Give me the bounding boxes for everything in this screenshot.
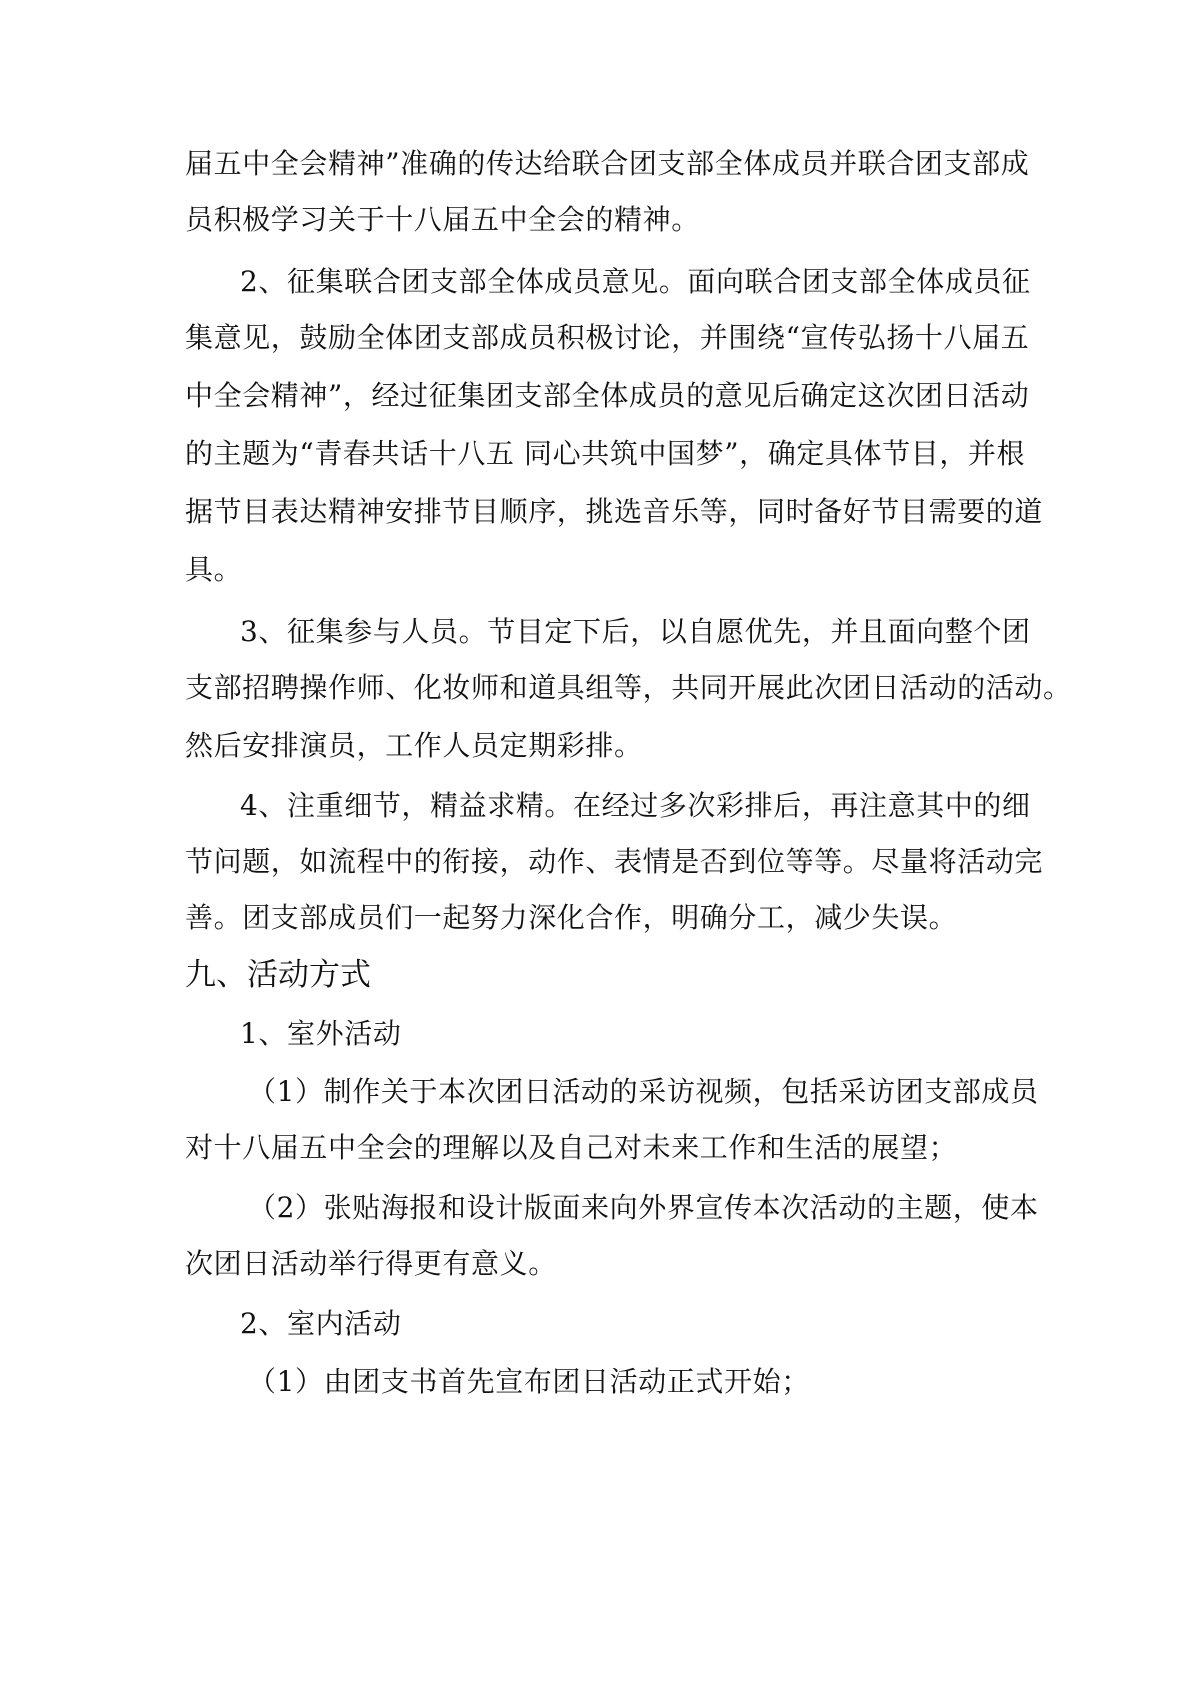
paragraph-line: 届五中全会精神”准确的传达给联合团支部全体成员并联合团支部成 (185, 147, 1030, 180)
paragraph-line: 4、注重细节，精益求精。在经过多次彩排后，再注意其中的细 (240, 789, 1031, 822)
paragraph-line: 次团日活动举行得更有意义。 (185, 1247, 557, 1280)
paragraph-line: （1）制作关于本次团日活动的采访视频，包括采访团支部成员 (248, 1075, 1039, 1108)
paragraph-line: 的主题为“青春共话十八五 同心共筑中国梦”，确定具体节目，并根 (185, 437, 1026, 470)
subsection-title: 2、室内活动 (240, 1307, 402, 1340)
paragraph-line: 节问题，如流程中的衔接，动作、表情是否到位等等。尽量将活动完 (185, 845, 1044, 878)
paragraph-line: 员积极学习关于十八届五中全会的精神。 (185, 203, 700, 236)
section-heading: 九、活动方式 (185, 957, 371, 993)
paragraph-line: 具。 (185, 553, 243, 586)
paragraph-line: 善。团支部成员们一起努力深化合作，明确分工，减少失误。 (185, 901, 958, 934)
paragraph-line: 3、征集参与人员。节目定下后，以自愿优先，并且面向整个团 (240, 615, 1031, 648)
paragraph-line: （1）由团支书首先宣布团日活动正式开始； (248, 1365, 810, 1398)
paragraph-line: 支部招聘操作师、化妆师和道具组等，共同开展此次团日活动的活动。 (185, 671, 1072, 704)
paragraph-line: 然后安排演员，工作人员定期彩排。 (185, 729, 643, 762)
paragraph-line: 据节目表达精神安排节目顺序，挑选音乐等，同时备好节目需要的道 (185, 495, 1044, 528)
paragraph-line: 对十八届五中全会的理解以及自己对未来工作和生活的展望； (185, 1131, 958, 1164)
subsection-title: 1、室外活动 (240, 1017, 402, 1050)
paragraph-line: 2、征集联合团支部全体成员意见。面向联合团支部全体成员征 (240, 265, 1031, 298)
paragraph-line: 中全会精神”，经过征集团支部全体成员的意见后确定这次团日活动 (185, 379, 1030, 412)
paragraph-line: 集意见，鼓励全体团支部成员积极讨论，并围绕“宣传弘扬十八届五 (185, 321, 1030, 354)
paragraph-line: （2）张贴海报和设计版面来向外界宣传本次活动的主题，使本 (248, 1191, 1039, 1224)
